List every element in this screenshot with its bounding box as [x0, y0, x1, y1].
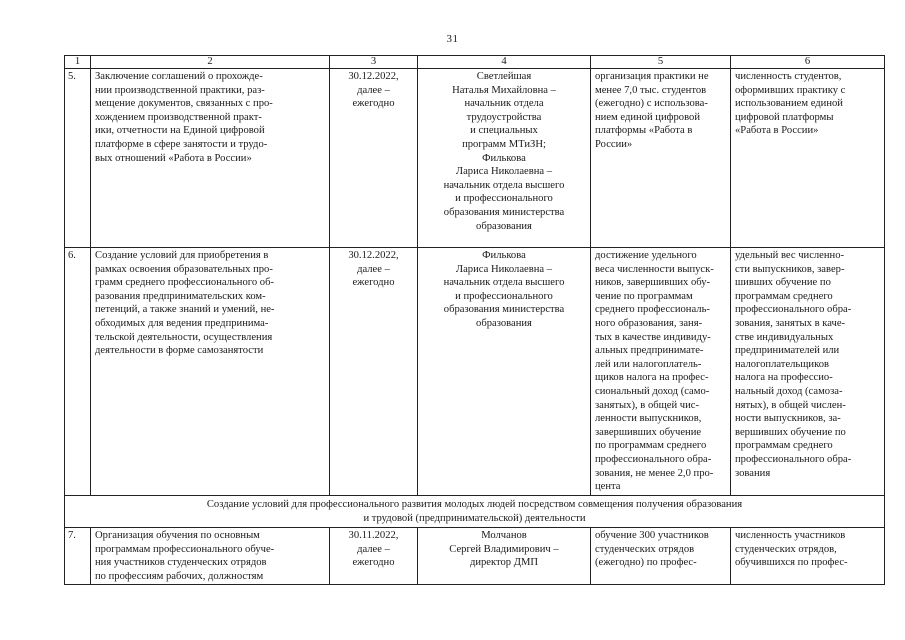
section-title: Создание условий для профессионального развития молодых людей посредством совмещения получения образования и трудовой (предпринимательской) деятельности	[65, 496, 885, 528]
deadline-cell: 30.11.2022, далее – ежегодно	[330, 528, 418, 584]
column-number-3: 3	[330, 56, 418, 69]
result-cell: обучение 300 участников студенческих отрядов (ежегодно) по профес-	[591, 528, 731, 584]
responsible-cell: Филькова Лариса Николаевна – начальник отдела высшего и профессионального образования министерства образования	[418, 248, 591, 496]
table-row	[65, 248, 885, 496]
column-number-6: 6	[731, 56, 885, 69]
responsible-cell: Молчанов Сергей Владимирович – директор ДМП	[418, 528, 591, 584]
indicator-cell: численность участников студенческих отрядов, обучившихся по профес-	[731, 528, 885, 584]
responsible-cell: Светлейшая Наталья Михайловна – начальник отдела трудоустройства и специальных программ МТиЗН; Филькова Лариса Николаевна – начальник отдела высшего и профессионального образования министерства образования	[418, 69, 591, 248]
result-cell: организация практики не менее 7,0 тыс. студентов (ежегодно) с использова- нием единой цифровой платформы «Работа в России»	[591, 69, 731, 248]
table-row	[65, 69, 885, 248]
row-number: 7.	[65, 528, 91, 584]
row-number: 5.	[65, 69, 91, 248]
column-number-5: 5	[591, 56, 731, 69]
section-row	[65, 496, 885, 528]
table-row	[65, 528, 885, 584]
deadline-cell: 30.12.2022, далее – ежегодно	[330, 69, 418, 248]
column-number-2: 2	[91, 56, 330, 69]
column-number-1: 1	[65, 56, 91, 69]
row-number: 6.	[65, 248, 91, 496]
table-header-row	[65, 56, 885, 69]
indicator-cell: численность студентов, оформивших практику с использованием единой цифровой платформы «Работа в России»	[731, 69, 885, 248]
indicator-cell: удельный вес численно- сти выпускников, завер- шивших обучение по программам среднего профессионального обра- зования, занятых в каче- стве индивидуальных предпринимателей или налогоплательщиков налога на профессио- нальный доход (самоза- нятых), в общей числен- ности выпускников, за- вершивших обучение по программам среднего профессионального обра- зования	[731, 248, 885, 496]
page-number: 31	[446, 33, 459, 45]
deadline-cell: 30.12.2022, далее – ежегодно	[330, 248, 418, 496]
measure-cell: Заключение соглашений о прохожде- нии производственной практики, раз- мещение документов, связанных с про- хождением производственной практ- ики, отчетности на Единой цифровой платформе в сфере занятости и трудо- вых отношений «Работа в России»	[91, 69, 330, 248]
result-cell: достижение удельного веса численности выпуск- ников, завершивших обу- чение по программам среднего профессиональ- ного образования, заня- тых в качестве индивиду- альных предпринимате- лей или налогоплатель- щиков налога на профес- сиональный доход (само- занятых), в общей чис- ленности выпускников, завершивших обучение по программам среднего профессионального обра- зования, не менее 2,0 про- цента	[591, 248, 731, 496]
measures-table	[64, 55, 885, 585]
column-number-4: 4	[418, 56, 591, 69]
measure-cell: Создание условий для приобретения в рамках освоения образовательных про- грамм среднего профессионального об- разования предпринимательских ком- петенций, а также знаний и умений, не- обходимых для ведения предпринима- тельской деятельности, осуществления деятельности в форме самозанятости	[91, 248, 330, 496]
measure-cell: Организация обучения по основным программам профессионального обуче- ния участников студенческих отрядов по профессиям рабочих, должностям	[91, 528, 330, 584]
